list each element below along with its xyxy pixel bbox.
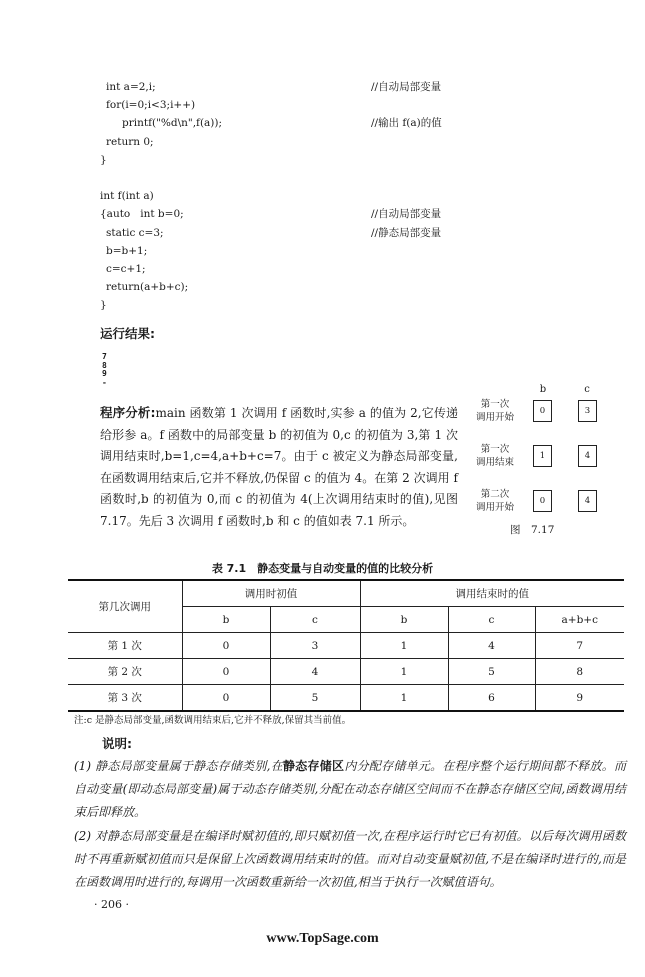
figure-value-box-b: 0 [533,490,552,512]
analysis-paragraph [100,402,458,532]
code-line: b=b+1; [106,244,148,257]
code-comment: //自动局部变量 [371,208,442,221]
code-line: for(i=0;i<3;i++) [106,99,196,112]
table-cell: 1 [360,633,448,659]
code-line: static c=3; [106,226,164,239]
code-comment: //输出 f(a)的值 [371,117,442,130]
code-line: int a=2,i; [106,81,156,93]
figure-row-label: 第一次 调用开始 [475,399,514,423]
group-end-cell: 调用结束时的值 [360,580,624,607]
subheader-cell: c [448,607,535,633]
code-line: printf("%d\n",f(a)); [122,117,223,130]
table-cell: 1 [360,659,448,685]
comparison-table [68,579,624,712]
program-output [102,353,107,387]
table-cell: 1 [360,685,448,712]
analysis-text: main 函数第 1 次调用 f 函数时,实参 a 的值为 2,它传递给形参 a。f 函数中的局部变量 b 的初值为 0,c 的初值为 3,第 1 次调用结束时,b=1,c=4,a+b+c=7。由于 c 被定义为静态局部变量,在函数调用结束后,它并不释放,仍保留 c 的值为 4。在第 2 次调用 f 函数时,b 的初值为 0,而 c 的初值为 4(上次调用结束时的值),见图 7.17。先后 3 次调用 f 函数时,b 和 c 的值如表 7.1 所示。 [100,406,458,528]
table-cell: 5 [270,685,360,712]
subheader-cell: c [270,607,360,633]
row-label-cell: 第 1 次 [68,633,182,659]
code-line: } [100,299,107,312]
table-title: 表 7.1 静态变量与自动变量的值的比较分析 [211,562,434,575]
figure-row-label: 第二次 调用开始 [475,489,514,513]
output-line: 8 [102,360,107,370]
group-initial-cell: 调用时初值 [182,580,360,607]
code-line: int f(int a) [100,190,154,203]
table-cell: 0 [182,633,270,659]
table-row [68,659,624,685]
code-comment: //自动局部变量 [371,81,442,93]
figure-row-label: 第一次 调用结束 [475,444,514,468]
code-line: {auto int b=0; [100,208,184,221]
subheader-cell: b [360,607,448,633]
code-line: c=c+1; [106,263,146,275]
table-cell: 9 [535,685,624,712]
table-cell: 4 [448,633,535,659]
subheader-cell: b [182,607,270,633]
explain-paragraph-2: (2) 对静态局部变量是在编译时赋初值的,即只赋初值一次,在程序运行时它已有初值。以后每次调用函数时不再重新赋初值而只是保留上次函数调用结束时的值。而对自动变量赋初值,不是在编译时进行的,而是在函数调用时进行的,每调用一次函数重新给一次初值,相当于执行一次赋值语句。 [74,829,626,889]
figure-value-box-c: 4 [578,490,597,512]
figure-value-box-b: 0 [533,400,552,422]
table-cell: 8 [535,659,624,685]
explain-heading: 说明: [102,736,132,751]
subheader-cell: a+b+c [535,607,624,633]
table-note: 注:c 是静态局部变量,函数调用结束后,它并不释放,保留其当前值。 [74,715,352,726]
figure-value-box-b: 1 [533,445,552,467]
table-cell: 7 [535,633,624,659]
output-line: - [102,377,107,387]
explain-paragraph-1 [74,755,626,824]
figure-value-box-c: 4 [578,445,597,467]
code-comment: //静态局部变量 [371,226,442,239]
table-cell: 5 [448,659,535,685]
footer-url: www.TopSage.com [266,931,379,946]
table-row [68,685,624,712]
row-label-cell: 第 2 次 [68,659,182,685]
row-header-cell: 第几次调用 [68,580,182,633]
table-cell: 6 [448,685,535,712]
explain-text: 内分配存储单元。在程序整个运行期间都不释放。而自动变量(即动态局部变量)属于动态存储类别,分配在动态存储区空间而不在静态存储区空间,函数调用结束后即释放。 [74,759,626,819]
row-label-cell: 第 3 次 [68,685,182,712]
code-line: } [100,153,107,166]
table-cell: 0 [182,685,270,712]
code-line: return(a+b+c); [106,281,189,294]
code-line: return 0; [106,135,154,148]
figure-value-box-c: 3 [578,400,597,422]
table-cell: 0 [182,659,270,685]
run-result-heading: 运行结果: [100,326,155,341]
table-header-row [68,580,624,607]
table-row [68,633,624,659]
analysis-label: 程序分析: [100,405,156,420]
page-number: · 206 · [94,898,129,911]
figure-col-c: c [584,384,590,395]
output-line: 9 [102,369,107,378]
explain-text: (1) 静态局部变量属于静态存储类别,在 [74,759,284,773]
table-cell: 4 [270,659,360,685]
figure-col-b: b [539,384,547,395]
explain-bold-phrase: 静态存储区 [283,759,345,773]
figure-caption: 图 7.17 [510,524,555,536]
table-cell: 3 [270,633,360,659]
output-line: 7 [102,352,107,361]
